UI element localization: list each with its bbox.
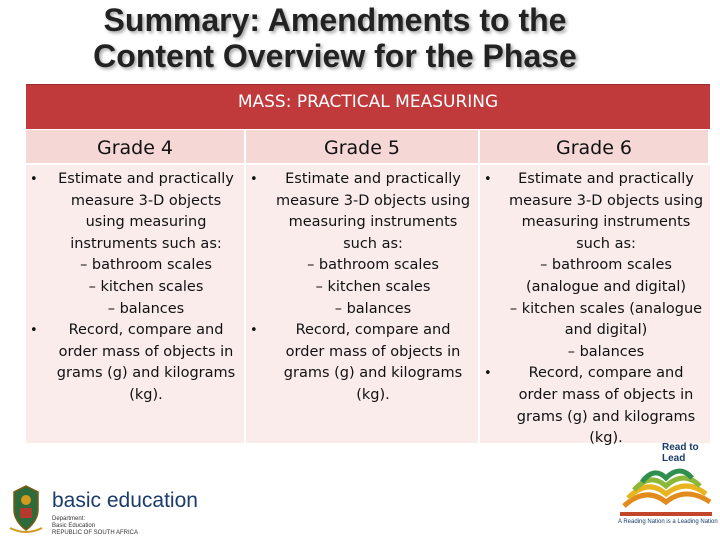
column-heading-grade-6: Grade 6 bbox=[480, 130, 710, 163]
grade-5-content bbox=[246, 163, 480, 443]
column-heading-grade-5: Grade 5 bbox=[246, 130, 480, 163]
sub-item: – balances bbox=[54, 299, 238, 321]
content-table bbox=[26, 130, 710, 447]
bullet-item bbox=[246, 320, 478, 406]
read-to-lead-tagline: A Reading Nation is a Leading Nation bbox=[618, 519, 718, 525]
bullet-list bbox=[246, 169, 478, 407]
sub-item: – bathroom scales bbox=[274, 255, 472, 277]
bullet-item bbox=[480, 169, 710, 363]
read-to-lead-logo bbox=[612, 440, 720, 540]
column-heading-grade-4: Grade 4 bbox=[26, 130, 246, 163]
sub-item: – bathroom scales (analogue and digital) bbox=[508, 255, 704, 298]
bullet-item bbox=[246, 169, 478, 320]
bullet-text: • Estimate and practically measure 3-D objects using measuring instruments such as: bbox=[275, 171, 471, 252]
sub-item: – kitchen scales (analogue and digital) bbox=[508, 299, 704, 342]
read-to-lead-title: Read to Lead bbox=[662, 442, 699, 464]
brand-line-republic: REPUBLIC OF SOUTH AFRICA bbox=[52, 530, 139, 536]
sub-item: – balances bbox=[274, 299, 472, 321]
sub-item: – balances bbox=[508, 342, 704, 364]
sub-item: – bathroom scales bbox=[54, 255, 238, 277]
brand-line-basic-education: Basic Education bbox=[52, 523, 96, 529]
sub-item: – kitchen scales bbox=[54, 277, 238, 299]
bullet-item bbox=[480, 363, 710, 449]
bullet-list bbox=[26, 169, 244, 407]
bullet-item bbox=[26, 320, 244, 406]
bullet-text: • Record, compare and order mass of objects in grams (g) and kilograms (kg). bbox=[283, 322, 463, 403]
coat-of-arms-icon bbox=[8, 484, 44, 534]
section-banner: MASS: PRACTICAL MEASURING bbox=[26, 84, 710, 129]
brand-name: basic education bbox=[52, 489, 198, 512]
slide-title-line-2: Content Overview for the Phase bbox=[93, 38, 577, 74]
brand-line-department: Department: bbox=[52, 516, 86, 522]
basic-education-logo bbox=[8, 482, 268, 538]
sub-item: – kitchen scales bbox=[274, 277, 472, 299]
grade-4-content bbox=[26, 163, 246, 443]
bullet-text: • Record, compare and order mass of objects in grams (g) and kilograms (kg). bbox=[516, 365, 696, 447]
bullet-item bbox=[26, 169, 244, 320]
bullet-text: • Record, compare and order mass of objects in grams (g) and kilograms (kg). bbox=[56, 322, 236, 403]
slide-title bbox=[20, 2, 650, 74]
slide-title-line-1: Summary: Amendments to the bbox=[103, 2, 567, 38]
bullet-text: • Estimate and practically measure 3-D objects using measuring instruments such as: bbox=[58, 171, 234, 252]
bullet-list bbox=[480, 169, 710, 450]
open-book-icon bbox=[616, 456, 716, 518]
bullet-text: • Estimate and practically measure 3-D objects using measuring instruments such as: bbox=[508, 171, 704, 252]
grade-6-content bbox=[480, 163, 710, 447]
